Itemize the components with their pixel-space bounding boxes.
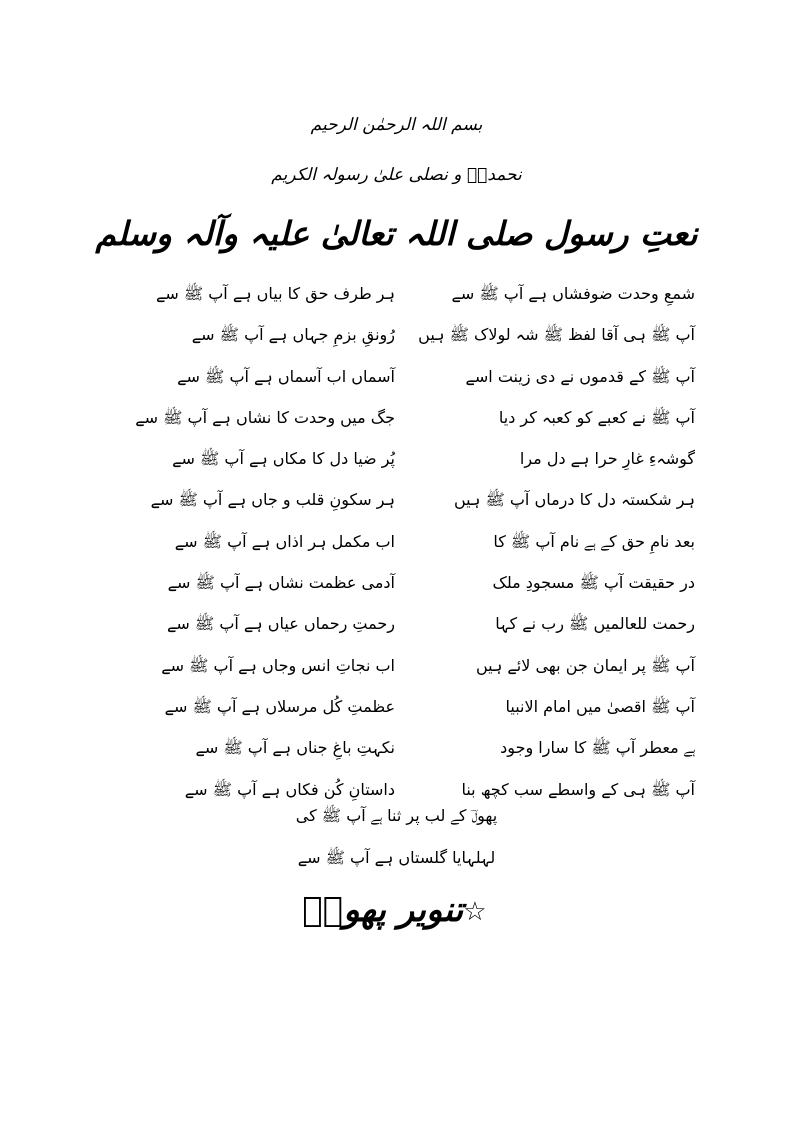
couplet-second-line: اب نجاتِ انس وجاں ہے آپ ﷺ سے xyxy=(161,655,395,675)
couplet xyxy=(95,738,695,779)
couplet-second-line: داستانِ کُن فکاں ہے آپ ﷺ سے xyxy=(184,779,395,799)
couplet-second-line: نکہتِ باغِ جناں ہے آپ ﷺ سے xyxy=(195,738,395,758)
couplet-first-line: ہر شکستہ دل کا درماں آپ ﷺ ہیں xyxy=(453,490,695,510)
hamd-line: نحمدہٗ و نصلی علیٰ رسولہ الکریم xyxy=(271,165,522,185)
couplet-second-line: آسماں اب آسماں ہے آپ ﷺ سے xyxy=(177,366,395,386)
poet-signature xyxy=(0,890,793,930)
couplet-first-line: آپ ﷺ ہی کے واسطے سب کچھ بنا xyxy=(461,779,695,799)
closing-line-2: لہلہایا گلستاں ہے آپ ﷺ سے xyxy=(297,848,496,867)
couplet-second-line: رحمتِ رحماں عیاں ہے آپ ﷺ سے xyxy=(167,614,395,634)
couplet xyxy=(95,284,695,325)
couplet-first-line: بعد نامِ حق کے ہے نام آپ ﷺ کا xyxy=(493,531,695,551)
couplet-first-line: آپ ﷺ اقصیٰ میں امام الانبیا xyxy=(505,696,695,716)
closing-line-1: پھولؔ کے لب پر ثنا ہے آپ ﷺ کی xyxy=(295,806,498,825)
couplet-first-line: ہے معطر آپ ﷺ کا سارا وجود xyxy=(500,738,695,758)
couplet-second-line: رُونقِ بزمِ جہاں ہے آپ ﷺ سے xyxy=(191,325,395,345)
couplet-first-line: گوشہءِ غارِ حرا ہے دل مرا xyxy=(519,449,695,469)
naat-couplets xyxy=(95,284,695,821)
couplet-second-line: آدمی عظمت نشاں ہے آپ ﷺ سے xyxy=(167,573,395,593)
couplet-second-line: ہر سکونِ قلب و جاں ہے آپ ﷺ سے xyxy=(150,490,395,510)
star-icon: ☆ xyxy=(463,896,487,927)
page-title: نعتِ رسول صلی اللہ تعالیٰ علیہ وآلہ وسلم xyxy=(95,214,698,253)
couplet-first-line: شمعِ وحدت ضوفشاں ہے آپ ﷺ سے xyxy=(451,284,695,303)
couplet xyxy=(95,490,695,531)
couplet xyxy=(95,367,695,408)
couplet-first-line: آپ ﷺ ہی آقا لفظ ﷺ شہ لولاک ﷺ ہیں xyxy=(418,325,695,345)
couplet-first-line: آپ ﷺ پر ایمان جن بھی لائے ہیں xyxy=(475,655,695,675)
couplet xyxy=(95,532,695,573)
couplet-second-line: ہر طرف حق کا بیاں ہے آپ ﷺ سے xyxy=(155,284,395,303)
couplet xyxy=(95,697,695,738)
couplet-second-line: جگ میں وحدت کا نشاں ہے آپ ﷺ سے xyxy=(135,407,395,427)
couplet xyxy=(95,449,695,490)
couplet-first-line: آپ ﷺ نے کعبے کو کعبہ کر دیا xyxy=(498,407,695,427)
couplet-first-line: آپ ﷺ کے قدموں نے دی زینت اسے xyxy=(465,366,695,386)
couplet xyxy=(95,408,695,449)
couplet-second-line: عظمتِ کُل مرسلاں ہے آپ ﷺ سے xyxy=(164,696,395,716)
couplet xyxy=(95,573,695,614)
couplet xyxy=(95,656,695,697)
bismillah-heading: بسم اللہ الرحمٰن الرحیم xyxy=(310,115,483,135)
couplet-first-line: در حقیقت آپ ﷺ مسجودِ ملک xyxy=(492,573,695,593)
poet-name: تنویر پھولؔ xyxy=(302,890,464,930)
couplet-second-line: پُر ضیا دل کا مکاں ہے آپ ﷺ سے xyxy=(172,449,395,469)
couplet xyxy=(95,614,695,655)
couplet-second-line: اب مکمل ہر اذاں ہے آپ ﷺ سے xyxy=(174,531,395,551)
couplet-first-line: رحمت للعالمیں ﷺ رب نے کہا xyxy=(495,614,695,634)
couplet xyxy=(95,325,695,366)
